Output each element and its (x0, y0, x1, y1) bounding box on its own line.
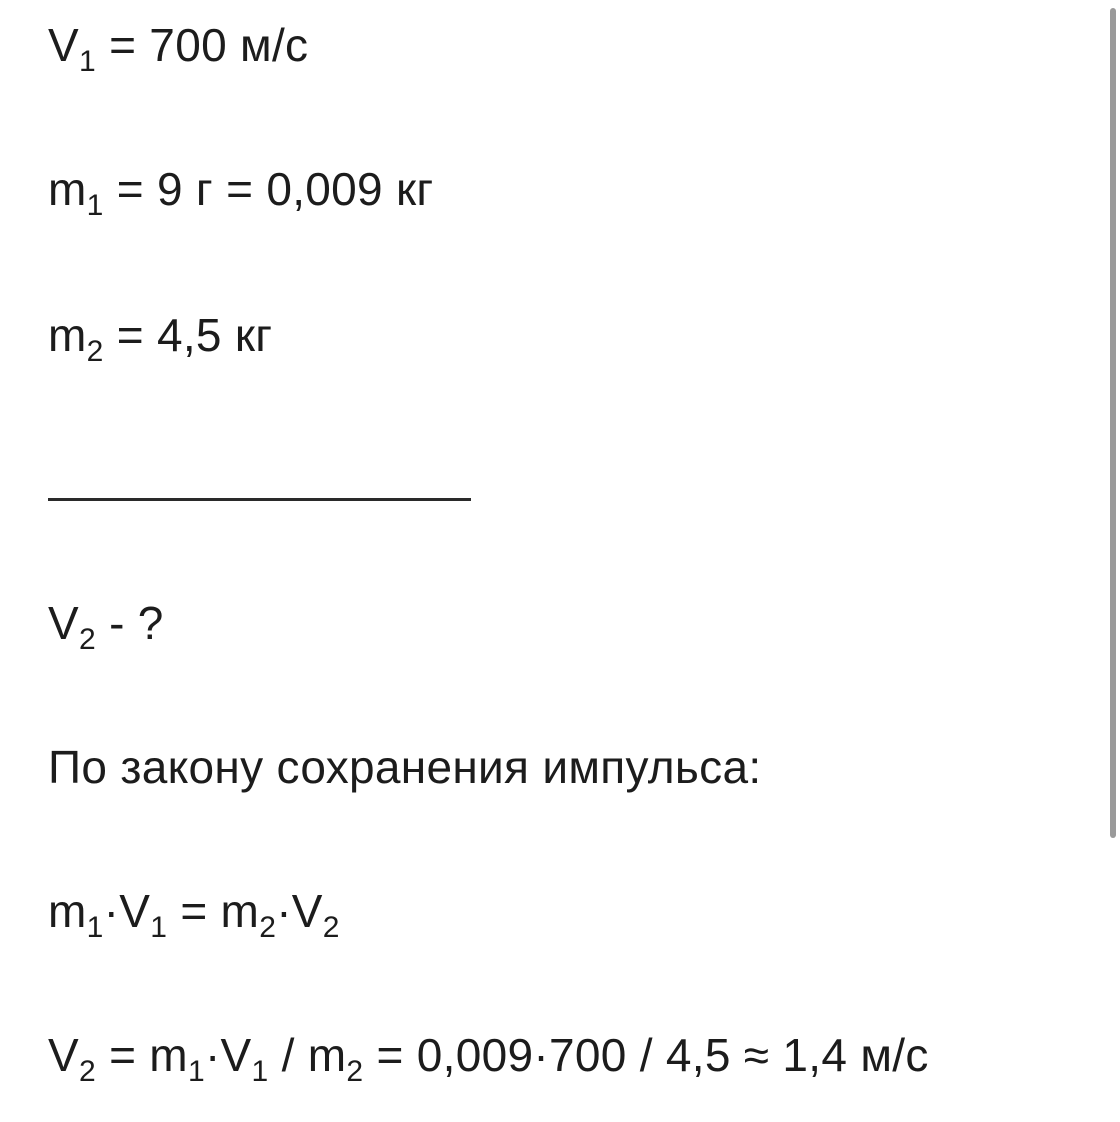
eq-part: m (48, 885, 87, 937)
vertical-scrollbar[interactable] (1110, 8, 1116, 838)
sol-sub: 2 (346, 1055, 364, 1088)
law-statement (48, 740, 761, 794)
sol-sub: 1 (187, 1055, 205, 1088)
eq-part: ·V (276, 885, 323, 937)
eq-sub: 1 (86, 911, 104, 944)
m1-subscript: 1 (86, 189, 104, 222)
v1-subscript: 1 (78, 45, 96, 78)
m1-value: = 9 г = 0,009 кг (103, 163, 434, 215)
law-text: По закону сохранения импульса: (48, 741, 762, 793)
m2-symbol: m (48, 309, 87, 361)
given-divider (48, 498, 471, 501)
solution-equation (48, 1028, 929, 1088)
given-v1 (48, 18, 309, 78)
m2-value: = 4,5 кг (103, 309, 273, 361)
v2-question: - ? (95, 597, 164, 649)
eq-sub: 1 (150, 911, 168, 944)
given-m2 (48, 308, 273, 368)
m1-symbol: m (48, 163, 87, 215)
v1-value: = 700 м/с (95, 19, 309, 71)
momentum-equation (48, 884, 340, 944)
eq-part: = m (167, 885, 260, 937)
v2-symbol: V (48, 597, 79, 649)
eq-sub: 2 (322, 911, 340, 944)
sol-part: = m (95, 1029, 188, 1081)
given-m1 (48, 162, 434, 222)
sol-part: ·V (204, 1029, 252, 1081)
eq-sub: 2 (259, 911, 277, 944)
sol-sub: 2 (78, 1055, 96, 1088)
sol-sub: 1 (251, 1055, 269, 1088)
sol-part: V (48, 1029, 79, 1081)
v2-subscript: 2 (78, 623, 96, 656)
m2-subscript: 2 (86, 335, 104, 368)
eq-part: ·V (103, 885, 151, 937)
sol-part: / m (268, 1029, 347, 1081)
v1-symbol: V (48, 19, 79, 71)
find-v2 (48, 596, 164, 656)
sol-result: = 0,009·700 / 4,5 ≈ 1,4 м/с (363, 1029, 929, 1081)
